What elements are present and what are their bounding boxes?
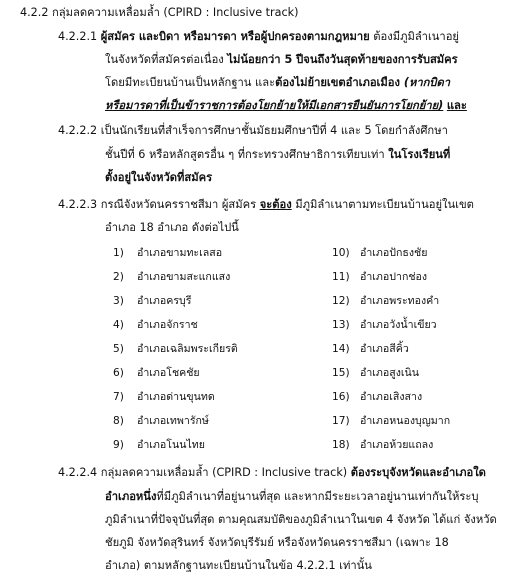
district-number: 3) bbox=[113, 295, 124, 307]
clause-text-bold: ต้องไม่ย้ายเขตอำเภอเมือง bbox=[275, 76, 400, 89]
clause-4-2-2-4-line-1 bbox=[58, 464, 486, 481]
clause-text-bold-underline: จะต้อง bbox=[259, 198, 292, 211]
clause-4-2-2-2-line-1 bbox=[58, 122, 448, 139]
district-name: อำเภอขามทะเลสอ bbox=[137, 247, 223, 259]
clause-4-2-2-1-line-4 bbox=[105, 97, 467, 114]
district-name: อำเภอจักราช bbox=[137, 319, 198, 331]
clause-4-2-2-4-line-5 bbox=[105, 557, 372, 574]
district-number: 9) bbox=[113, 439, 124, 451]
clause-text: กลุ่มลดความเหลื่อมล้ำ (CPIRD : Inclusive track) bbox=[100, 466, 351, 479]
district-number: 14) bbox=[332, 343, 350, 355]
clause-text-bold: ต้องระบุจังหวัดและอำเภอใด bbox=[350, 466, 486, 479]
district-name: อำเภอขามสะแกแสง bbox=[137, 271, 231, 283]
district-item bbox=[113, 317, 198, 334]
district-item bbox=[113, 293, 191, 310]
clause-text: ต้องมีภูมิลำเนาอยู่ bbox=[369, 30, 459, 43]
district-number: 10) bbox=[332, 247, 350, 259]
district-item bbox=[113, 341, 238, 358]
district-number: 6) bbox=[113, 367, 124, 379]
clause-text: มีภูมิลำเนาตามทะเบียนบ้านอยู่ในเขต bbox=[291, 198, 474, 211]
district-item bbox=[113, 389, 215, 406]
clause-number: 4.2.2.4 bbox=[58, 466, 98, 479]
district-number: 13) bbox=[332, 319, 350, 331]
district-number: 16) bbox=[332, 391, 350, 403]
district-name: อำเภอวังน้ำเขียว bbox=[360, 319, 437, 331]
district-name: อำเภอด่านขุนทด bbox=[137, 391, 215, 403]
clause-4-2-2-3-line-1 bbox=[58, 196, 474, 213]
district-name: อำเภอโนนไทย bbox=[137, 439, 205, 451]
clause-text-bold: ไม่น้อยกว่า 5 ปีจนถึงวันสุดท้ายของการรับสมัคร bbox=[227, 53, 458, 66]
district-name: อำเภอเสิงสาง bbox=[360, 391, 423, 403]
district-number: 18) bbox=[332, 439, 350, 451]
district-name: อำเภอปักธงชัย bbox=[360, 247, 428, 259]
clause-number: 4.2.2.3 bbox=[58, 198, 98, 211]
district-name: อำเภอเทพารักษ์ bbox=[137, 415, 209, 427]
district-item bbox=[113, 413, 209, 430]
district-item bbox=[332, 245, 427, 262]
district-name: อำเภอครบุรี bbox=[137, 295, 192, 307]
district-number: 17) bbox=[332, 415, 350, 427]
clause-4-2-2-2-line-2 bbox=[105, 146, 450, 163]
district-item bbox=[332, 269, 427, 286]
district-item bbox=[332, 437, 433, 454]
district-item bbox=[332, 293, 439, 310]
district-item bbox=[332, 413, 450, 430]
clause-text: กรณีจังหวัดนครราชสีมา ผู้สมัคร bbox=[100, 198, 260, 211]
clause-4-2-2-2-line-3 bbox=[105, 169, 212, 186]
clause-text: ภูมิลำเนาที่ปัจจุบันที่สุด ตามคุณสมบัติของภูมิลำเนาในเขต 4 จังหวัด ได้แก่ จังหวัด bbox=[105, 513, 497, 526]
heading-number: 4.2.2 bbox=[20, 6, 49, 19]
clause-text: อำเภอ 18 อำเภอ ดังต่อไปนี้ bbox=[105, 221, 239, 234]
clause-4-2-2-1-line-3 bbox=[105, 74, 450, 91]
clause-text-bold: อำเภอหนึ่ง bbox=[105, 490, 157, 503]
clause-4-2-2-1-line-1 bbox=[58, 28, 459, 45]
district-item bbox=[332, 365, 419, 382]
district-number: 7) bbox=[113, 391, 124, 403]
clause-number: 4.2.2.2 bbox=[58, 124, 98, 137]
clause-4-2-2-1-line-2 bbox=[105, 51, 458, 68]
district-name: อำเภอพระทองคำ bbox=[360, 295, 440, 307]
clause-4-2-2-3-line-2 bbox=[105, 219, 239, 236]
clause-4-2-2-4-line-3 bbox=[105, 511, 497, 528]
section-heading bbox=[20, 4, 298, 21]
district-name: อำเภอสีคิ้ว bbox=[360, 343, 409, 355]
clause-text-bold: ตั้งอยู่ในจังหวัดที่สมัคร bbox=[105, 171, 213, 184]
district-item bbox=[113, 365, 200, 382]
district-item bbox=[332, 341, 409, 358]
clause-text: ในจังหวัดที่สมัครต่อเนื่อง bbox=[105, 53, 228, 66]
district-name: อำเภอสูงเนิน bbox=[360, 367, 420, 379]
clause-text-bold: ในโรงเรียนที่ bbox=[388, 148, 451, 161]
clause-text: ที่มีภูมิลำเนาที่อยู่นานที่สุด และหากมีระยะเวลาอยู่นานเท่ากันให้ระบุ bbox=[156, 490, 479, 503]
district-number: 1) bbox=[113, 247, 124, 259]
district-number: 12) bbox=[332, 295, 350, 307]
district-item bbox=[113, 437, 205, 454]
clause-text-bold-italic: (หากบิดา bbox=[399, 76, 451, 89]
clause-conjunction: และ bbox=[446, 99, 467, 112]
district-number: 11) bbox=[332, 271, 350, 283]
district-name: อำเภอโชคชัย bbox=[137, 367, 200, 379]
heading-title: กลุ่มลดความเหลื่อมล้ำ (CPIRD : Inclusive track) bbox=[52, 6, 299, 19]
clause-text: โดยมีทะเบียนบ้านเป็นหลักฐาน และ bbox=[105, 76, 276, 89]
district-name: อำเภอห้วยแถลง bbox=[360, 439, 434, 451]
clause-text: ชั้นปีที่ 6 หรือหลักสูตรอื่น ๆ ที่กระทรวงศึกษาธิการเทียบเท่า bbox=[105, 148, 389, 161]
district-item bbox=[332, 317, 437, 334]
clause-4-2-2-4-line-4 bbox=[105, 534, 449, 551]
clause-text: ชัยภูมิ จังหวัดสุรินทร์ จังหวัดบุรีรัมย์ หรือจังหวัดนครราชสีมา (เฉพาะ 18 bbox=[105, 536, 449, 549]
district-name: อำเภอเฉลิมพระเกียรติ bbox=[137, 343, 238, 355]
district-item bbox=[113, 269, 230, 286]
clause-4-2-2-4-line-2 bbox=[105, 488, 478, 505]
district-name: อำเภอปากช่อง bbox=[360, 271, 428, 283]
clause-number: 4.2.2.1 bbox=[58, 30, 98, 43]
clause-text-bold-italic-underline: หรือมารดาที่เป็นข้าราชการต้องโยกย้ายให้มีเอกสารยืนยันการโยกย้าย) bbox=[105, 99, 444, 112]
clause-text: อำเภอ) ตามหลักฐานทะเบียนบ้านในข้อ 4.2.2.1 เท่านั้น bbox=[105, 559, 372, 572]
district-item bbox=[113, 245, 222, 262]
district-number: 15) bbox=[332, 367, 350, 379]
district-number: 8) bbox=[113, 415, 124, 427]
district-name: อำเภอหนองบุญมาก bbox=[360, 415, 451, 427]
clause-text: เป็นนักเรียนที่สำเร็จการศึกษาชั้นมัธยมศึกษาปีที่ 4 และ 5 โดยกำลังศึกษา bbox=[100, 124, 448, 137]
district-number: 2) bbox=[113, 271, 124, 283]
district-number: 4) bbox=[113, 319, 124, 331]
district-item bbox=[332, 389, 422, 406]
clause-text-bold: ผู้สมัคร และบิดา หรือมารดา หรือผู้ปกครองตามกฎหมาย bbox=[100, 30, 370, 43]
district-number: 5) bbox=[113, 343, 124, 355]
